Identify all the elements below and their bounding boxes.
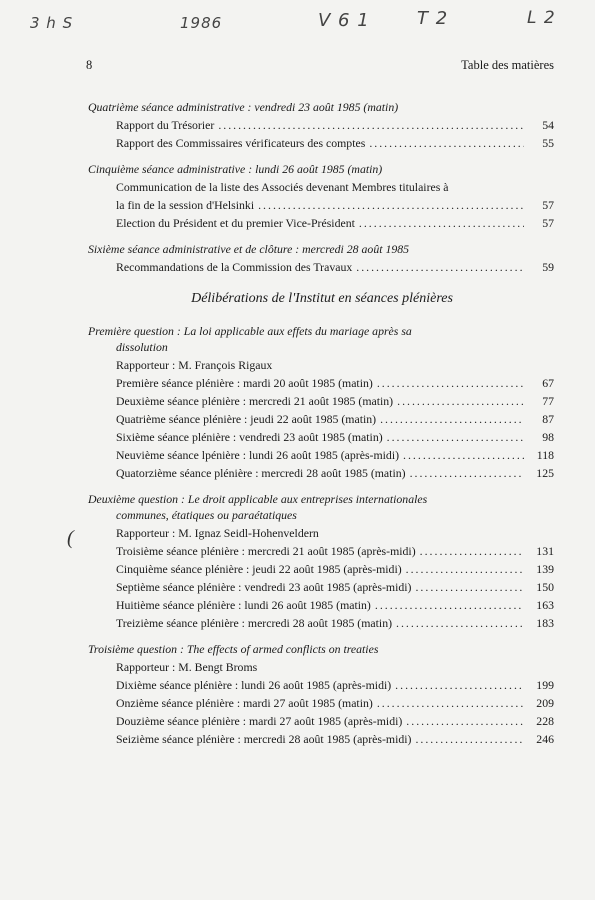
entry-title: Neuvième séance lpénière : lundi 26 août 1985 (après-midi) — [116, 448, 400, 462]
dot-leader — [359, 214, 524, 232]
entry-page: 199 — [536, 678, 554, 692]
entry-page: 228 — [536, 714, 554, 728]
toc-section — [90, 160, 554, 232]
entry-title: Communication de la liste des Associés devenant Membres titulaires à — [116, 180, 449, 194]
handwritten-note: 3 h S — [30, 14, 74, 32]
dot-leader — [420, 542, 524, 560]
toc-entry — [90, 560, 554, 578]
dot-leader — [356, 258, 524, 276]
entry-page: 209 — [536, 696, 554, 710]
handwritten-note: L 2 — [527, 8, 556, 28]
entry-title: Septième séance plénière : vendredi 23 août 1985 (après-midi) — [116, 580, 412, 594]
entry-page: 118 — [536, 448, 554, 462]
entry-title: Rapport des Commissaires vérificateurs des comptes — [116, 136, 366, 150]
dot-leader — [415, 730, 524, 748]
entry-page: 131 — [536, 544, 554, 558]
toc-entry — [90, 614, 554, 632]
question-section — [90, 490, 554, 632]
toc-entry — [90, 178, 554, 214]
entry-page: 98 — [542, 430, 554, 444]
toc-entry — [90, 542, 554, 560]
entry-title: Recommandations de la Commission des Travaux — [116, 260, 353, 274]
handwritten-note: 1986 — [180, 14, 223, 32]
dot-leader — [377, 694, 524, 712]
dot-leader — [415, 578, 524, 596]
entry-page: 57 — [542, 216, 554, 230]
toc-entry — [90, 116, 554, 134]
dot-leader — [369, 134, 524, 152]
entry-title: Douzième séance plénière : mardi 27 août 1985 (après-midi) — [116, 714, 403, 728]
question-heading-continued: communes, étatiques ou paraétatiques — [116, 508, 297, 522]
entry-title: Election du Président et du premier Vice-Président — [116, 216, 355, 230]
main-heading: Délibérations de l'Institut en séances plénières — [191, 291, 453, 306]
entry-title: Onzième séance plénière : mardi 27 août 1985 (matin) — [116, 696, 373, 710]
toc-entry — [90, 428, 554, 446]
toc-entry — [90, 214, 554, 232]
section-heading: Cinquième séance administrative : lundi 26 août 1985 (matin) — [88, 162, 383, 176]
entry-title: Huitième séance plénière : lundi 26 août 1985 (matin) — [116, 598, 371, 612]
dot-leader — [377, 374, 524, 392]
toc-entry — [90, 730, 554, 748]
entry-title: Quatrième séance plénière : jeudi 22 août 1985 (matin) — [116, 412, 377, 426]
toc-entry — [90, 578, 554, 596]
dot-leader — [406, 560, 524, 578]
entry-title: Rapport du Trésorier — [116, 118, 215, 132]
dot-leader — [218, 116, 524, 134]
page-number: 8 — [86, 58, 93, 72]
entry-page: 87 — [542, 412, 554, 426]
table-of-contents — [90, 98, 554, 756]
toc-section — [90, 98, 554, 152]
handwritten-note: T 2 — [417, 8, 449, 29]
dot-leader — [410, 464, 524, 482]
toc-entry — [90, 134, 554, 152]
toc-entry — [90, 596, 554, 614]
handwritten-note: V 6 1 — [318, 10, 370, 31]
entry-title: Cinquième séance plénière : jeudi 22 août 1985 (après-midi) — [116, 562, 402, 576]
toc-entry — [90, 712, 554, 730]
entry-page: 77 — [542, 394, 554, 408]
dot-leader — [406, 712, 524, 730]
toc-entry — [90, 446, 554, 464]
dot-leader — [397, 392, 524, 410]
entry-title: Première séance plénière : mardi 20 août 1985 (matin) — [116, 376, 373, 390]
toc-entry — [90, 464, 554, 482]
question-section — [90, 322, 554, 482]
margin-mark: ( — [67, 527, 74, 549]
entry-title: Dixième séance plénière : lundi 26 août 1985 (après-midi) — [116, 678, 392, 692]
toc-section — [90, 240, 554, 276]
toc-entry — [90, 374, 554, 392]
entry-page: 125 — [536, 466, 554, 480]
entry-title: Troisième séance plénière : mercredi 21 août 1985 (après-midi) — [116, 544, 416, 558]
question-heading: Troisième question : The effects of armed conflicts on treaties — [88, 642, 379, 656]
toc-entry — [90, 676, 554, 694]
dot-leader — [395, 676, 524, 694]
dot-leader — [380, 410, 524, 428]
entry-page: 55 — [542, 136, 554, 150]
entry-page: 57 — [542, 198, 554, 212]
entry-title: Deuxième séance plénière : mercredi 21 août 1985 (matin) — [116, 394, 394, 408]
dot-leader — [403, 446, 524, 464]
entry-title: Treizième séance plénière : mercredi 28 août 1985 (matin) — [116, 616, 393, 630]
entry-page: 150 — [536, 580, 554, 594]
question-heading: Première question : La loi applicable aux effets du mariage après sa — [88, 324, 412, 338]
question-heading: Deuxième question : Le droit applicable aux entreprises internationales — [88, 492, 428, 506]
running-title: Table des matières — [461, 58, 554, 72]
page-header — [86, 58, 554, 76]
section-heading: Sixième séance administrative et de clôture : mercredi 28 août 1985 — [88, 242, 410, 256]
rapporteur: Rapporteur : M. Ignaz Seidl-Hohenveldern — [116, 526, 319, 540]
dot-leader — [387, 428, 524, 446]
entry-page: 183 — [536, 616, 554, 630]
entry-page: 59 — [542, 260, 554, 274]
entry-title: Quatorzième séance plénière : mercredi 28 août 1985 (matin) — [116, 466, 406, 480]
entry-page: 139 — [536, 562, 554, 576]
entry-title-continued: la fin de la session d'Helsinki — [116, 198, 255, 212]
rapporteur: Rapporteur : M. François Rigaux — [116, 358, 273, 372]
dot-leader — [258, 196, 524, 214]
entry-title: Sixième séance plénière : vendredi 23 août 1985 (matin) — [116, 430, 383, 444]
toc-entry — [90, 694, 554, 712]
toc-entry — [90, 258, 554, 276]
toc-entry — [90, 392, 554, 410]
toc-entry — [90, 410, 554, 428]
entry-page: 163 — [536, 598, 554, 612]
question-section — [90, 640, 554, 748]
section-heading: Quatrième séance administrative : vendredi 23 août 1985 (matin) — [88, 100, 399, 114]
entry-page: 246 — [536, 732, 554, 746]
entry-page: 67 — [542, 376, 554, 390]
dot-leader — [375, 596, 524, 614]
entry-page: 54 — [542, 118, 554, 132]
question-heading-continued: dissolution — [116, 340, 168, 354]
rapporteur: Rapporteur : M. Bengt Broms — [116, 660, 258, 674]
entry-title: Seizième séance plénière : mercredi 28 août 1985 (après-midi) — [116, 732, 412, 746]
dot-leader — [396, 614, 524, 632]
